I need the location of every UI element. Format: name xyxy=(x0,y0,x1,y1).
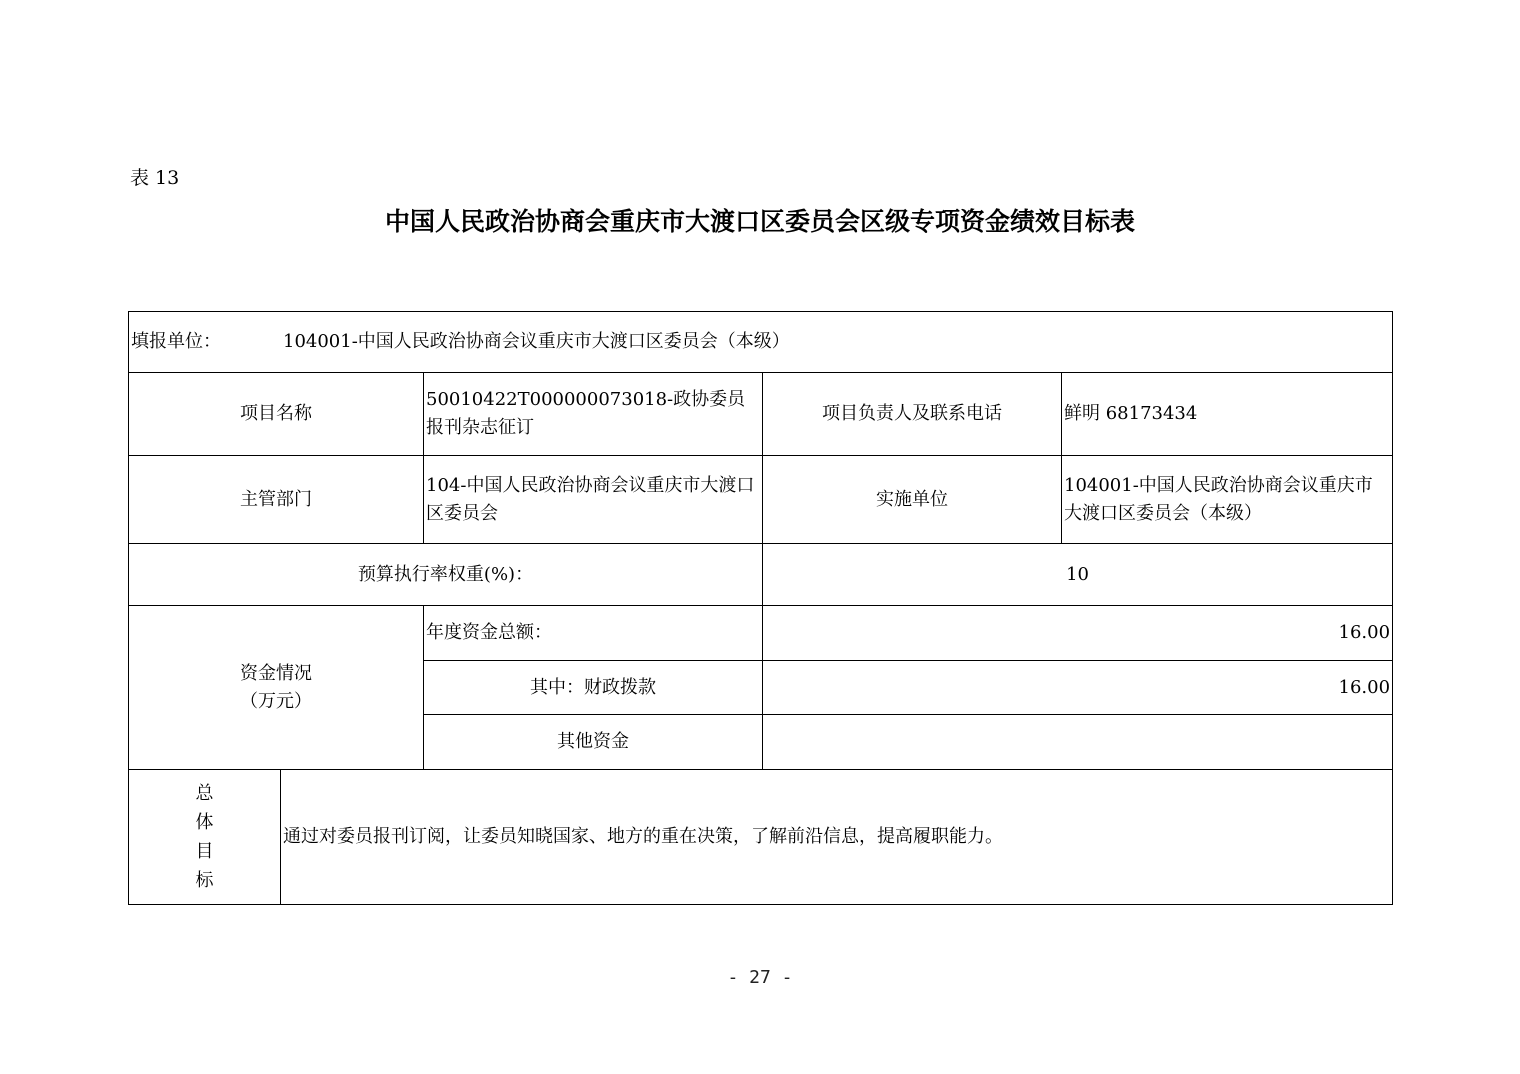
budget-weight-label: 预算执行率权重(%)： xyxy=(129,544,763,606)
annual-total-label: 年度资金总额： xyxy=(424,606,763,661)
page-number: - 27 - xyxy=(727,967,793,988)
goal-label-char: 总 xyxy=(195,783,214,804)
reporting-unit-label: 填报单位： xyxy=(131,331,221,352)
overall-goal-label xyxy=(129,770,281,905)
goal-label-char: 目 xyxy=(195,841,214,862)
department-value: 104-中国人民政治协商会议重庆市大渡口区委员会 xyxy=(424,456,763,544)
project-name-value: 50010422T000000073018-政协委员报刊杂志征订 xyxy=(424,373,763,456)
implementer-label: 实施单位 xyxy=(763,456,1062,544)
table-number: 表 13 xyxy=(130,167,180,189)
other-funds-label: 其他资金 xyxy=(424,715,763,770)
reporting-unit-row xyxy=(129,312,1393,373)
department-row xyxy=(129,456,1393,544)
funds-label-line2: （万元） xyxy=(240,690,312,712)
funds-label xyxy=(129,606,424,770)
project-name-row xyxy=(129,373,1393,456)
funds-label-line1: 资金情况 xyxy=(240,662,312,684)
reporting-unit-value: 104001-中国人民政治协商会议重庆市大渡口区委员会（本级） xyxy=(283,331,790,352)
annual-total-value: 16.00 xyxy=(763,606,1393,661)
budget-weight-value: 10 xyxy=(763,544,1393,606)
department-label: 主管部门 xyxy=(129,456,424,544)
goal-label-char: 标 xyxy=(195,870,214,891)
overall-goal-value: 通过对委员报刊订阅，让委员知晓国家、地方的重在决策，了解前沿信息，提高履职能力。 xyxy=(281,770,1393,905)
fiscal-allocation-value: 16.00 xyxy=(763,661,1393,715)
performance-target-table xyxy=(128,311,1393,905)
implementer-value: 104001-中国人民政治协商会议重庆市大渡口区委员会（本级） xyxy=(1062,456,1393,544)
annual-total-row xyxy=(129,606,1393,661)
fiscal-allocation-label: 其中：财政拨款 xyxy=(424,661,763,715)
overall-goal-row xyxy=(129,770,1393,905)
budget-weight-row xyxy=(129,544,1393,606)
goal-label-char: 体 xyxy=(195,812,214,833)
reporting-unit-cell xyxy=(129,312,1393,373)
page-title: 中国人民政治协商会重庆市大渡口区委员会区级专项资金绩效目标表 xyxy=(384,207,1135,236)
project-name-label: 项目名称 xyxy=(129,373,424,456)
other-funds-value xyxy=(763,715,1393,770)
project-contact-value: 鲜明 68173434 xyxy=(1062,373,1393,456)
project-contact-label: 项目负责人及联系电话 xyxy=(763,373,1062,456)
